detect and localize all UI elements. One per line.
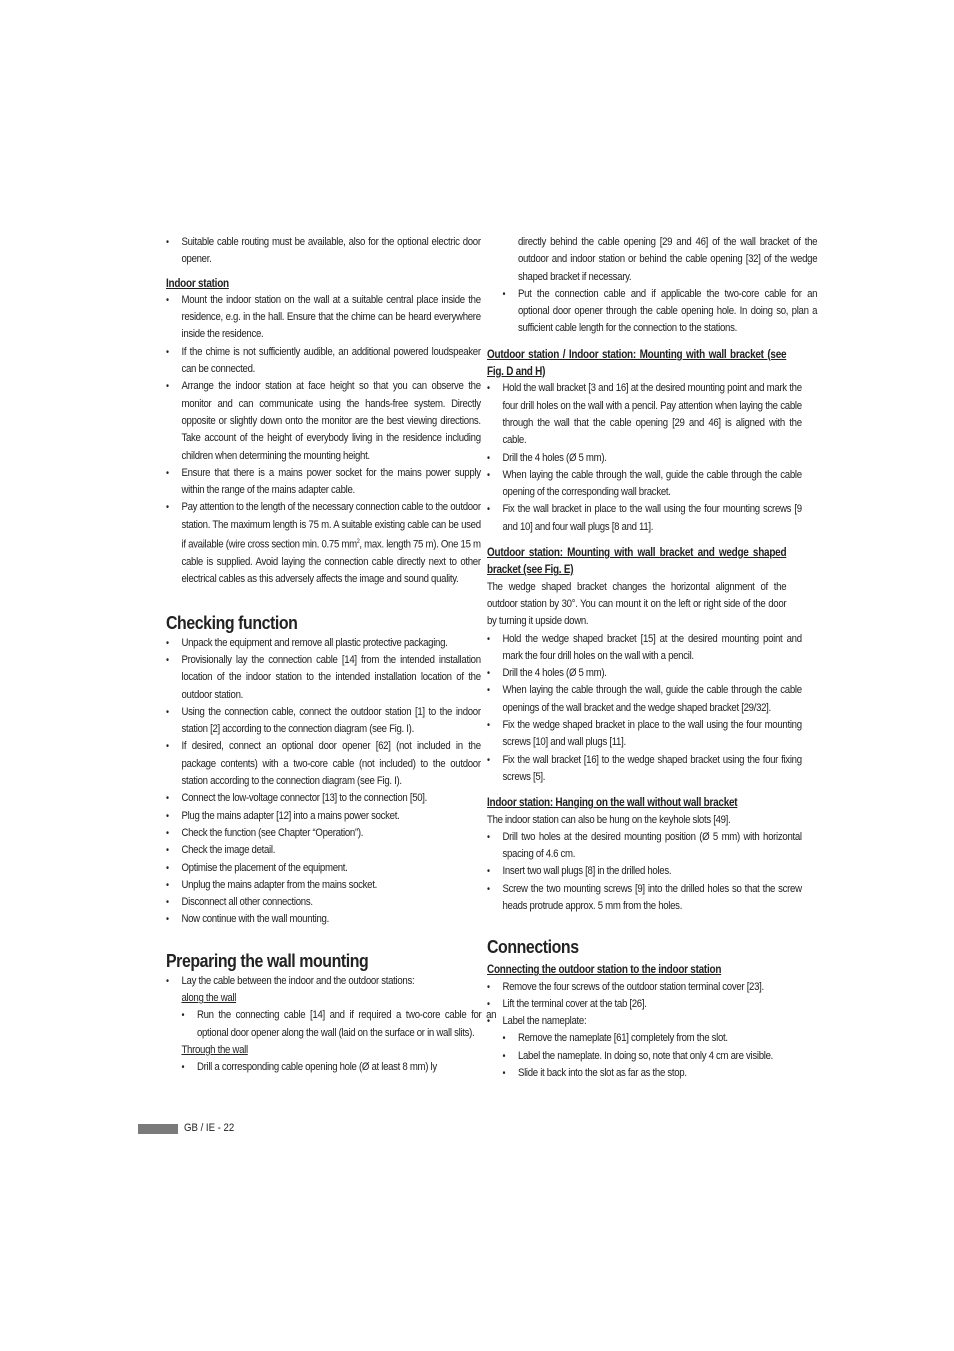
paragraph: The wedge shaped bracket changes the horizontal alignment of the outdoor station by 30°. You can mount it on the left or right side of the door by turning it upside down. <box>487 580 787 628</box>
right-column <box>487 234 818 1082</box>
list-item <box>166 499 481 588</box>
sub-list-item: • Label the nameplate. In doing so, note that only 4 cm are visible. <box>487 1048 817 1065</box>
list-item: • Unpack the equipment and remove all plastic protective packaging. <box>166 635 481 652</box>
list-item: • Now continue with the wall mounting. <box>166 911 481 928</box>
list-item: • Plug the mains adapter [12] into a mains power socket. <box>166 808 481 825</box>
sub-list-item: • Drill a corresponding cable opening hole (Ø at least 8 mm) ly <box>166 1059 496 1076</box>
list-item: • Lift the terminal cover at the tab [26]. <box>487 996 802 1013</box>
cable-text-b: , max. length 75 m). One 15 m cable is supplied. Avoid laying the connection cable directly next to other electrical cables as this adversely affects the image and sound quality. <box>181 538 481 586</box>
list-item: • Insert two wall plugs [8] in the drilled holes. <box>487 863 802 880</box>
list-item: • Optimise the placement of the equipment. <box>166 860 481 877</box>
list-item: • Remove the four screws of the outdoor station terminal cover [23]. <box>487 979 802 996</box>
list-item: • When laying the cable through the wall, guide the cable through the cable openings of the wall bracket and the wedge shaped bracket [29/32]. <box>487 682 802 717</box>
list-item: • Lay the cable between the indoor and the outdoor stations: <box>166 973 481 990</box>
subheading-indoor-station: Indoor station <box>166 276 229 290</box>
sub-list-item: • Slide it back into the slot as far as the stop. <box>487 1065 817 1082</box>
continued-text: directly behind the cable opening [29 and 46] of the wall bracket of the outdoor and indoor station or behind the cable opening [32] of the wedge shaped bracket if necessary. <box>517 236 818 283</box>
list-item: • Suitable cable routing must be available, also for the optional electric door opener. <box>166 234 481 269</box>
sub-list-item: • Put the connection cable and if applicable the two-core cable for an optional door opener through the cable opening hole. In doing so, plan a sufficient cable length for the connection to the stations. <box>487 286 817 338</box>
list-item: • Mount the indoor station on the wall at a suitable central place inside the residence, e.g. in the hall. Ensure that the chime can be heard everywhere inside the residence. <box>166 292 481 344</box>
heading-checking-function: Checking function <box>166 611 298 633</box>
list-item: • Fix the wall bracket in place to the wall using the four mounting screws [9 and 10] and four wall plugs [8 and 11]. <box>487 501 802 536</box>
list-item: • Drill the 4 holes (Ø 5 mm). <box>487 665 802 682</box>
subheading-wedge-bracket: Outdoor station: Mounting with wall bracket and wedge shaped bracket (see Fig. E) <box>487 546 787 577</box>
list-item: • If desired, connect an optional door opener [62] (not included in the package contents) with a two-core cable (not included) to the outdoor station according to the connection diagram (see Fig. I). <box>166 738 481 790</box>
footer-bar <box>138 1124 178 1134</box>
paragraph: The indoor station can also be hung on the keyhole slots [49]. <box>487 813 731 826</box>
list-item: • Fix the wall bracket [16] to the wedge shaped bracket using the four fixing screws [5]. <box>487 752 802 787</box>
label-along-the-wall: along the wall <box>181 992 237 1005</box>
list-item: • When laying the cable through the wall, guide the cable through the cable opening of the corresponding wall bracket. <box>487 467 802 502</box>
list-item: • Screw the two mounting screws [9] into the drilled holes so that the screw heads protrude approx. 5 mm from the holes. <box>487 881 802 916</box>
cable-text-a: Pay attention to the length of the necessary connection cable to the outdoor station. The maximum length is 75 m. A suitable existing cable can be used if available (wire cross section min. 0.75 mm <box>181 501 481 551</box>
list-item: • Using the connection cable, connect the outdoor station [1] to the indoor station [2] according to the connection diagram (see Fig. I). <box>166 704 481 739</box>
sub-list-item: • Remove the nameplate [61] completely from the slot. <box>487 1030 817 1047</box>
list-item: • Connect the low-voltage connector [13] to the connection [50]. <box>166 790 481 807</box>
list-item: • Check the function (see Chapter “Operation”). <box>166 825 481 842</box>
subheading-connecting: Connecting the outdoor station to the indoor station <box>487 963 722 977</box>
heading-connections: Connections <box>487 936 579 958</box>
list-item: • Drill two holes at the desired mounting position (Ø 5 mm) with horizontal spacing of 4.6 cm. <box>487 829 802 864</box>
list-item: • Hold the wedge shaped bracket [15] at the desired mounting point and mark the four drill holes on the wall with a pencil. <box>487 631 802 666</box>
label-through-the-wall: Through the wall <box>181 1043 248 1056</box>
list-item: • Disconnect all other connections. <box>166 894 481 911</box>
superscript: 2 <box>356 539 360 546</box>
subheading-wall-bracket: Outdoor station / Indoor station: Mounting with wall bracket (see Fig. D and H) <box>487 347 787 379</box>
list-item: • Unplug the mains adapter from the mains socket. <box>166 877 481 894</box>
list-item: • Provisionally lay the connection cable [14] from the intended installation location of the indoor station to the intended installation location of the outdoor station. <box>166 652 481 704</box>
page-number: GB / IE - 22 <box>184 1122 235 1134</box>
list-item: • If the chime is not sufficiently audible, an additional powered loudspeaker can be connected. <box>166 344 481 379</box>
list-item: • Drill the 4 holes (Ø 5 mm). <box>487 450 802 467</box>
list-item: • Label the nameplate: <box>487 1013 802 1030</box>
subheading-keyhole: Indoor station: Hanging on the wall without wall bracket <box>487 796 738 810</box>
list-item: • Check the image detail. <box>166 842 481 859</box>
sub-list-item: • Run the connecting cable [14] and if required a two-core cable for an optional door opener along the wall (laid on the surface or in wall slits). <box>166 1007 496 1042</box>
list-item: • Arrange the indoor station at face height so that you can observe the monitor and can communicate using the hands-free system. Directly opposite or slightly down onto the monitor are the best viewing directions. Take account of the height of everybody living in the residence including children when determining the mounting height. <box>166 378 481 464</box>
list-item: • Ensure that there is a mains power socket for the mains power supply within the range of the mains adapter cable. <box>166 465 481 500</box>
heading-preparing-wall-mounting: Preparing the wall mounting <box>166 949 369 971</box>
left-column <box>166 234 497 1077</box>
list-item: • Hold the wall bracket [3 and 16] at the desired mounting point and mark the four drill holes on the wall with a pencil. Pay attention when laying the cable through the wall that the cable opening [29 and 46] is aligned with the cable. <box>487 380 802 449</box>
list-item: • Fix the wedge shaped bracket in place to the wall using the four mounting screws [10] and wall plugs [11]. <box>487 717 802 752</box>
